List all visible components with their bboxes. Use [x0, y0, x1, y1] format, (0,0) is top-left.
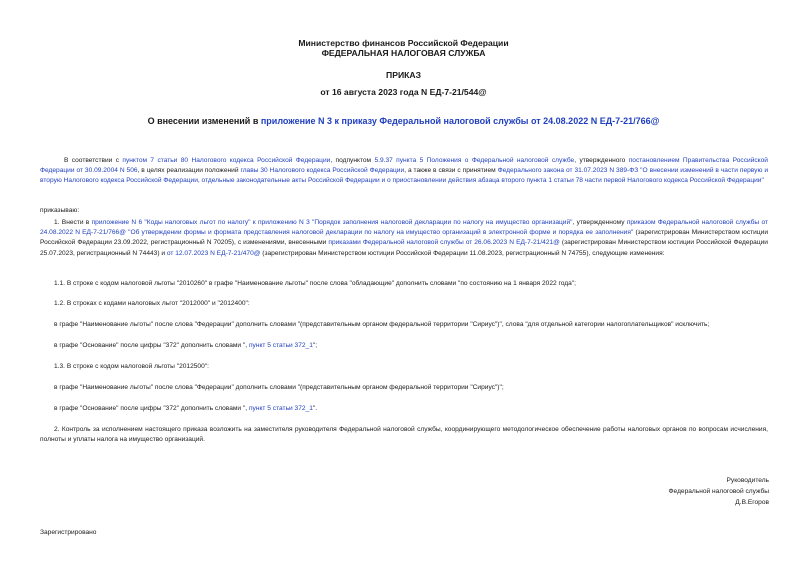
link-order-470[interactable]: от 12.07.2023 N ЕД-7-21/470@: [166, 249, 261, 257]
link-federal-law[interactable]: Федерального закона от 31.07.2023 N 389-ФЗ "О внесении изменений в части первую и вторую Налогового кодекса Российской Федерации, отдельные законодательные акты Российской Федерации и о приостановлении действия абзаца второго пункта 1 статьи 78 части первой Налогового кодекса Российской Федерации": [40, 167, 769, 185]
sub-1-2-b: [54, 341, 317, 351]
sub-1-1: 1.1. В строке с кодом налоговой льготы "2010260" в графе "Наименование льготы" после слова "обладающие" дополнить словами "по состоянию на 1 января 2022 года";: [54, 280, 576, 287]
link-appendix6[interactable]: приложение N 6 "Коды налоговых льгот по налогу" к приложению N 3 "Порядок заполнения налоговой декларации по налогу на имущество организаций": [91, 219, 573, 226]
registered-note: Зарегистрировано: [40, 529, 97, 536]
item2-paragraph: 2. Контроль за исполнением настоящего приказа возложить на заместителя руководителя Федеральной налоговой службы, координирующего методологическое обеспечение работы налоговых органов по вопросам исчисления, полноты и уплаты налога на имущество организаций.: [40, 426, 768, 444]
sub-text: ".: [312, 405, 318, 412]
sub-text: в графе "Основание" после цифры "372" дополнить словами ",: [54, 405, 249, 412]
ministry-name: Министерство финансов Российской Федерации: [298, 38, 509, 48]
preamble-paragraph: [40, 156, 768, 187]
signature-role: Руководитель: [726, 477, 769, 484]
item1-text: (зарегистрирован Министерством юстиции Российской Федерации 11.08.2023, регистрационный N 74755), следующие изменения:: [260, 249, 665, 257]
link-372-1[interactable]: пункт 5 статьи 372_1: [248, 405, 313, 412]
order-word: приказываю:: [40, 207, 80, 214]
signature-org: Федеральной налоговой службы: [668, 488, 769, 495]
link-372-1[interactable]: пункт 5 статьи 372_1: [248, 342, 313, 349]
title-link[interactable]: приложение N 3 к приказу Федеральной налоговой службы от 24.08.2022 N ЕД-7-21/766@: [260, 116, 660, 126]
item1-text: (зарегистрирован Министерством юстиции Российской Федерации 23.09.2022, регистрационный N 70205), с изменениями, внесенными: [40, 229, 769, 247]
link-polozhenie[interactable]: 5.9.37 пункта 5 Положения о Федеральной налоговой службе: [374, 157, 575, 164]
link-chapter30[interactable]: главы 30 Налогового кодекса Российской Федерации: [240, 167, 405, 175]
doc-date-number: от 16 августа 2023 года N ЕД-7-21/544@: [320, 87, 487, 97]
title-prefix: О внесении изменений в: [147, 116, 261, 126]
preamble-text: В соответствии с: [64, 157, 123, 164]
service-name: ФЕДЕРАЛЬНАЯ НАЛОГОВАЯ СЛУЖБА: [321, 48, 486, 58]
link-nk-art80[interactable]: пунктом 7 статьи 80 Налогового кодекса Российской Федерации: [122, 157, 331, 164]
link-order-421[interactable]: приказами Федеральной налоговой службы от 26.06.2023 N ЕД-7-21/421@: [328, 239, 560, 247]
item1-text: , утвержденному: [572, 219, 627, 226]
doc-title: [0, 116, 807, 127]
signature-name: Д.В.Егоров: [735, 499, 769, 506]
sub-1-2-a: в графе "Наименование льготы" после слова "Федерации" дополнить словами "(представительным органом федеральной территории "Сириус")", слова "для отдельной категории налогоплательщиков" исключить;: [54, 321, 710, 328]
preamble-text: , утвержденного: [574, 157, 629, 164]
doc-type: ПРИКАЗ: [386, 70, 421, 80]
sub-1-3: 1.3. В строке с кодом налоговой льготы "2012500":: [54, 363, 209, 370]
item1-text: 1. Внести в: [54, 219, 92, 226]
item1-paragraph: [40, 218, 768, 259]
preamble-text: , подпунктом: [330, 157, 375, 164]
item1-text: (зарегистрирован Министерством юстиции Российской Федерации 25.07.2023, регистрационный N 74443) и: [40, 239, 768, 257]
preamble-text: , а также в связи с принятием: [404, 167, 498, 175]
link-order-766[interactable]: приказом Федеральной налоговой службы от 24.08.2022 N ЕД-7-21/766@ "Об утверждении формы и формата представления налоговой декларации по налогу на имущество организаций в электронной форме и порядка ее заполнения": [40, 219, 768, 237]
sub-1-3-b: [54, 404, 317, 414]
link-postanovlenie[interactable]: постановлением Правительства Российской Федерации от 30.09.2004 N 506: [40, 157, 768, 175]
sub-1-2: 1.2. В строках с кодами налоговых льгот "2012000" и "2012400":: [54, 300, 250, 307]
sub-text: ";: [312, 342, 318, 349]
sub-1-3-a: в графе "Наименование льготы" после слова "Федерации" дополнить словами "(представительным органом федеральной территории "Сириус")";: [54, 384, 504, 391]
sub-text: в графе "Основание" после цифры "372" дополнить словами ",: [54, 342, 249, 349]
preamble-text: , в целях реализации положений: [137, 167, 241, 175]
